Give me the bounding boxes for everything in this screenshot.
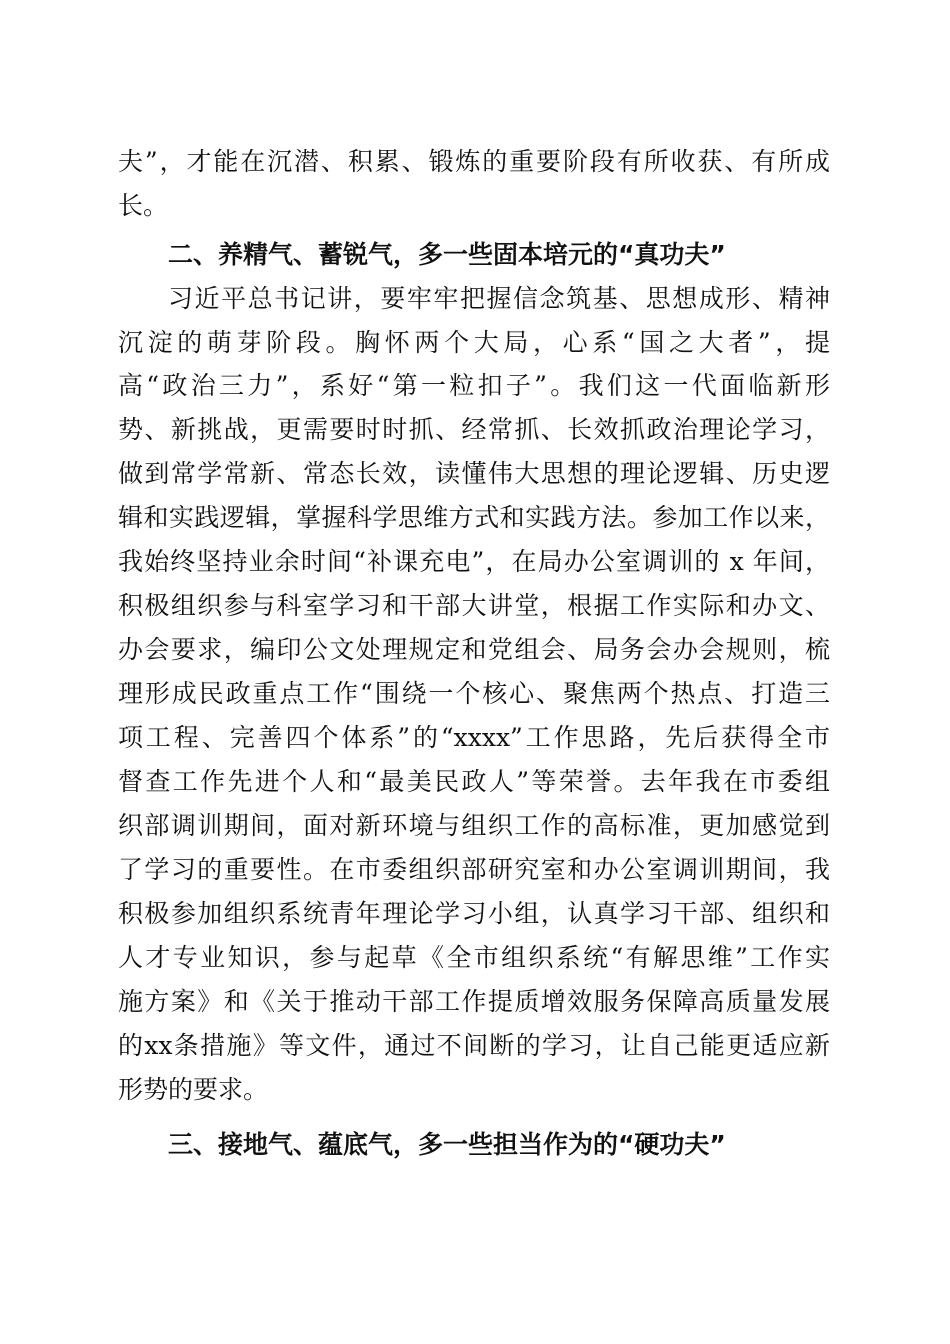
paragraph-line: 织部调训期间，面对新环境与组织工作的高标准，更加感觉到: [118, 811, 830, 840]
paragraph-line: 做到常学常新、常态长效，读懂伟大思想的理论逻辑、历史逻: [118, 459, 830, 488]
paragraph-line: 项工程、完善四个体系”的“xxxx”工作思路，先后获得全市: [118, 723, 830, 752]
paragraph-line: 夫”，才能在沉潜、积累、锻炼的重要阶段有所收获、有所成: [118, 147, 830, 176]
paragraph-line: 人才专业知识，参与起草《全市组织系统“有解思维”工作实: [118, 943, 830, 972]
paragraph-line: 督查工作先进个人和“最美民政人”等荣誉。去年我在市委组: [118, 767, 830, 796]
paragraph-line: 势、新挑战，更需要时时抓、经常抓、长效抓政治理论学习，: [118, 415, 830, 444]
paragraph-line: 辑和实践逻辑，掌握科学思维方式和实践方法。参加工作以来，: [118, 503, 830, 532]
paragraph-line: 施方案》和《关于推动干部工作提质增效服务保障高质量发展: [118, 987, 830, 1016]
paragraph-line: 习近平总书记讲，要牢牢把握信念筑基、思想成形、精神: [168, 284, 830, 313]
paragraph-line: 高“政治三力”，系好“第一粒扣子”。我们这一代面临新形: [118, 371, 830, 400]
paragraph-line: 积极参加组织系统青年理论学习小组，认真学习干部、组织和: [118, 899, 830, 928]
paragraph-line: 的xx条措施》等文件，通过不间断的学习，让自己能更适应新: [118, 1031, 830, 1060]
section-heading-three: 三、接地气、蕴底气，多一些担当作为的“硬功夫”: [168, 1130, 726, 1159]
paragraph-line: 了学习的重要性。在市委组织部研究室和办公室调训期间，我: [118, 855, 830, 884]
paragraph-line: 办会要求，编印公文处理规定和党组会、局务会办会规则，梳: [118, 635, 830, 664]
paragraph-line: 理形成民政重点工作“围绕一个核心、聚焦两个热点、打造三: [118, 679, 830, 708]
paragraph-line: 形势的要求。: [118, 1075, 269, 1104]
section-heading-two: 二、养精气、蓄锐气，多一些固本培元的“真功夫”: [168, 240, 726, 269]
paragraph-line: 长。: [118, 191, 169, 220]
paragraph-line: 沉淀的萌芽阶段。胸怀两个大局，心系“国之大者”，提: [118, 328, 830, 357]
paragraph-line: 积极组织参与科室学习和干部大讲堂，根据工作实际和办文、: [118, 591, 830, 620]
paragraph-line: 我始终坚持业余时间“补课充电”，在局办公室调训的 x 年间，: [118, 547, 830, 576]
